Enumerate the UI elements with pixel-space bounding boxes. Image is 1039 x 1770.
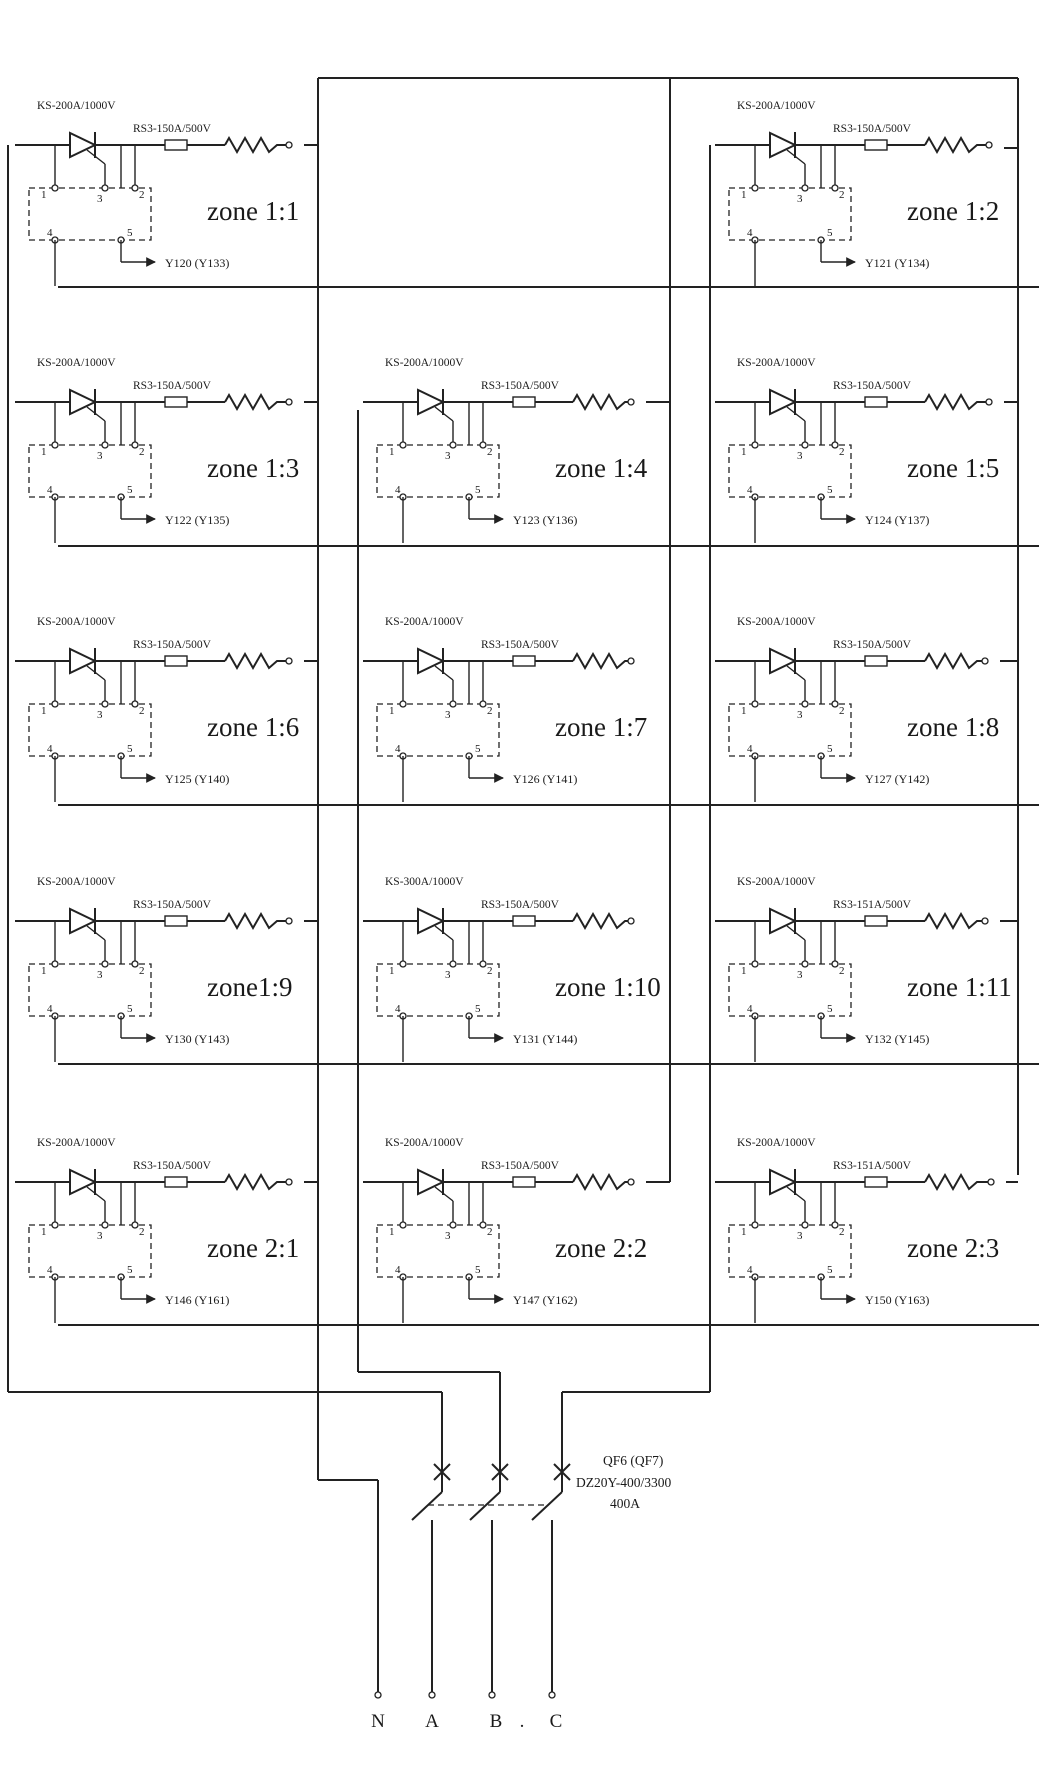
zone-label: zone 1:5 [907, 453, 1000, 483]
thyristor-icon [363, 389, 483, 445]
pin-node [832, 442, 838, 448]
pin-node [802, 442, 808, 448]
zone-label: zone 1:8 [907, 712, 1000, 742]
fuse-spec-label: RS3-151A/500V [833, 1160, 911, 1172]
resistor-icon [573, 914, 634, 928]
breaker-model-label: DZ20Y-400/3300 [576, 1475, 672, 1490]
thyristor-icon [715, 648, 835, 704]
pin-label-1: 1 [741, 189, 747, 201]
pin-label-5: 5 [127, 743, 133, 755]
zone-label: zone 1:7 [555, 712, 648, 742]
fuse-spec-label: RS3-150A/500V [481, 639, 559, 651]
thyristor-module[interactable] [15, 876, 292, 1062]
pin-node [400, 1222, 406, 1228]
thyristor-module[interactable] [715, 616, 999, 802]
terminal-n-label: N [371, 1711, 385, 1732]
pin-node [802, 1222, 808, 1228]
pin-label-5: 5 [127, 1003, 133, 1015]
thyristor-spec-label: KS-200A/1000V [737, 1137, 816, 1149]
pin-node [802, 701, 808, 707]
resistor-icon [225, 395, 292, 409]
pin-label-4: 4 [747, 743, 753, 755]
terminal-a-node [429, 1692, 435, 1698]
fuse-icon [835, 916, 925, 926]
fuse-icon [483, 656, 573, 666]
pin-node [450, 442, 456, 448]
fuse-icon [835, 397, 925, 407]
resistor-icon [225, 914, 292, 928]
control-signal-label: Y126 (Y141) [513, 772, 578, 786]
control-signal-label: Y121 (Y134) [865, 256, 930, 270]
pin-node [132, 1222, 138, 1228]
pin-label-3: 3 [797, 969, 803, 981]
pin-label-4: 4 [395, 484, 401, 496]
pin-label-2: 2 [139, 189, 145, 201]
thyristor-icon [715, 132, 835, 188]
pin-label-2: 2 [139, 446, 145, 458]
pin-label-2: 2 [139, 965, 145, 977]
pin-label-2: 2 [839, 189, 845, 201]
pin-label-5: 5 [827, 1264, 833, 1276]
pin-label-2: 2 [839, 446, 845, 458]
fuse-spec-label: RS3-150A/500V [133, 123, 211, 135]
pin-label-3: 3 [445, 1230, 451, 1242]
thyristor-icon [15, 132, 135, 188]
pin-label-3: 3 [445, 709, 451, 721]
pin-node [102, 701, 108, 707]
fuse-icon [483, 1177, 573, 1187]
pin-label-4: 4 [47, 484, 53, 496]
pin-label-1: 1 [41, 705, 47, 717]
pin-label-3: 3 [97, 969, 103, 981]
thyristor-module[interactable] [15, 616, 299, 802]
pin-label-4: 4 [47, 1264, 53, 1276]
pin-label-4: 4 [47, 743, 53, 755]
fuse-icon [135, 1177, 225, 1187]
pin-node [102, 1222, 108, 1228]
fuse-spec-label: RS3-151A/500V [833, 899, 911, 911]
pin-label-1: 1 [389, 965, 395, 977]
fuse-spec-label: RS3-150A/500V [833, 639, 911, 651]
terminal-c-label: C [549, 1711, 563, 1732]
resistor-icon [925, 1175, 994, 1189]
thyristor-spec-label: KS-200A/1000V [37, 876, 116, 888]
pin-label-5: 5 [475, 1003, 481, 1015]
thyristor-module[interactable] [715, 876, 1012, 1062]
pin-label-4: 4 [747, 227, 753, 239]
thyristor-module[interactable] [15, 357, 299, 543]
pin-label-5: 5 [475, 743, 481, 755]
pin-label-4: 4 [47, 1003, 53, 1015]
thyristor-spec-label: KS-200A/1000V [37, 616, 116, 628]
control-signal-label: Y127 (Y142) [865, 772, 930, 786]
pin-node [480, 701, 486, 707]
terminal-n-node [375, 1692, 381, 1698]
pin-label-3: 3 [797, 709, 803, 721]
thyristor-module[interactable] [363, 616, 647, 802]
supply-terminals [371, 1692, 562, 1732]
pin-label-5: 5 [827, 743, 833, 755]
thyristor-module[interactable] [715, 357, 999, 543]
zone-label: zone 1:11 [907, 972, 1012, 1002]
pin-node [752, 1222, 758, 1228]
fuse-spec-label: RS3-150A/500V [481, 899, 559, 911]
pin-node [52, 1222, 58, 1228]
pin-label-3: 3 [445, 450, 451, 462]
resistor-icon [573, 1175, 634, 1189]
thyristor-icon [715, 389, 835, 445]
fuse-spec-label: RS3-150A/500V [133, 1160, 211, 1172]
pin-label-3: 3 [797, 450, 803, 462]
pin-node [832, 1222, 838, 1228]
terminal-b-label: B [489, 1711, 503, 1732]
pin-label-1: 1 [389, 446, 395, 458]
pin-label-5: 5 [827, 227, 833, 239]
thyristor-spec-label: KS-200A/1000V [737, 876, 816, 888]
thyristor-icon [363, 1169, 483, 1225]
pin-label-4: 4 [747, 484, 753, 496]
fuse-icon [135, 916, 225, 926]
pin-label-4: 4 [395, 1264, 401, 1276]
pin-label-1: 1 [741, 965, 747, 977]
pin-label-3: 3 [445, 969, 451, 981]
bus-wiring [8, 78, 1039, 1692]
fuse-spec-label: RS3-150A/500V [833, 380, 911, 392]
pin-node [832, 701, 838, 707]
zone-label: zone 1:10 [555, 972, 661, 1002]
pin-node [832, 185, 838, 191]
pin-label-4: 4 [747, 1264, 753, 1276]
pin-label-2: 2 [139, 1226, 145, 1238]
zone-label: zone 1:6 [207, 712, 300, 742]
thyristor-module[interactable] [363, 357, 648, 543]
pin-node [400, 701, 406, 707]
resistor-icon [225, 654, 292, 668]
thyristor-icon [15, 908, 135, 964]
thyristor-module[interactable] [715, 100, 999, 286]
thyristor-icon [15, 648, 135, 704]
pin-node [52, 961, 58, 967]
breaker-rating-label: 400A [610, 1496, 640, 1511]
thyristor-spec-label: KS-300A/1000V [385, 876, 464, 888]
pin-node [102, 442, 108, 448]
pin-label-4: 4 [395, 1003, 401, 1015]
zone-label: zone1:9 [207, 972, 293, 1002]
pin-node [52, 185, 58, 191]
pin-label-1: 1 [41, 1226, 47, 1238]
terminal-c-node [549, 1692, 555, 1698]
control-signal-label: Y150 (Y163) [865, 1293, 930, 1307]
resistor-icon [573, 395, 634, 409]
thyristor-spec-label: KS-200A/1000V [737, 616, 816, 628]
fuse-icon [835, 1177, 925, 1187]
pin-label-2: 2 [487, 446, 493, 458]
terminal-b-node [489, 1692, 495, 1698]
pin-label-1: 1 [741, 705, 747, 717]
control-signal-label: Y132 (Y145) [865, 1032, 930, 1046]
pin-label-5: 5 [127, 1264, 133, 1276]
pin-node [400, 442, 406, 448]
pin-label-1: 1 [741, 1226, 747, 1238]
pin-node [102, 961, 108, 967]
pin-node [480, 442, 486, 448]
thyristor-icon [363, 908, 483, 964]
pin-label-2: 2 [487, 1226, 493, 1238]
pin-node [132, 185, 138, 191]
pin-label-3: 3 [97, 450, 103, 462]
pin-label-3: 3 [797, 1230, 803, 1242]
thyristor-modules [15, 100, 1012, 1323]
fuse-spec-label: RS3-150A/500V [481, 380, 559, 392]
pin-label-2: 2 [487, 705, 493, 717]
thyristor-icon [363, 648, 483, 704]
pin-node [752, 701, 758, 707]
control-signal-label: Y120 (Y133) [165, 256, 230, 270]
pin-node [450, 1222, 456, 1228]
thyristor-module[interactable] [363, 1137, 647, 1323]
zone-label: zone 2:1 [207, 1233, 300, 1263]
pin-node [752, 442, 758, 448]
pin-label-3: 3 [97, 193, 103, 205]
terminal-separator: . [519, 1711, 525, 1732]
thyristor-module[interactable] [15, 100, 299, 286]
fuse-icon [835, 140, 925, 150]
pin-label-4: 4 [395, 743, 401, 755]
circuit-breaker-qf6[interactable] [412, 1464, 570, 1692]
fuse-spec-label: RS3-150A/500V [133, 380, 211, 392]
thyristor-spec-label: KS-200A/1000V [37, 1137, 116, 1149]
control-signal-label: Y123 (Y136) [513, 513, 578, 527]
fuse-icon [135, 656, 225, 666]
pin-label-5: 5 [127, 227, 133, 239]
control-signal-label: Y130 (Y143) [165, 1032, 230, 1046]
pin-label-3: 3 [797, 193, 803, 205]
zone-label: zone 2:2 [555, 1233, 648, 1263]
pin-node [480, 1222, 486, 1228]
pin-node [752, 961, 758, 967]
zone-label: zone 1:2 [907, 196, 1000, 226]
fuse-icon [135, 140, 225, 150]
thyristor-module[interactable] [363, 876, 661, 1062]
pin-label-4: 4 [747, 1003, 753, 1015]
fuse-icon [483, 916, 573, 926]
zone-label: zone 1:3 [207, 453, 300, 483]
pin-label-2: 2 [487, 965, 493, 977]
resistor-icon [925, 395, 992, 409]
pin-node [132, 701, 138, 707]
thyristor-module[interactable] [715, 1137, 999, 1323]
thyristor-spec-label: KS-200A/1000V [385, 616, 464, 628]
zone-label: zone 1:1 [207, 196, 300, 226]
resistor-icon [925, 654, 988, 668]
pin-label-1: 1 [41, 965, 47, 977]
control-signal-label: Y146 (Y161) [165, 1293, 230, 1307]
pin-label-5: 5 [475, 484, 481, 496]
pin-node [450, 961, 456, 967]
thyristor-spec-label: KS-200A/1000V [385, 357, 464, 369]
pin-label-1: 1 [741, 446, 747, 458]
control-signal-label: Y122 (Y135) [165, 513, 230, 527]
pin-node [752, 185, 758, 191]
pin-label-3: 3 [97, 709, 103, 721]
pin-node [132, 442, 138, 448]
fuse-icon [135, 397, 225, 407]
resistor-icon [225, 1175, 292, 1189]
thyristor-icon [715, 1169, 835, 1225]
control-signal-label: Y131 (Y144) [513, 1032, 578, 1046]
terminal-a-label: A [425, 1711, 439, 1732]
pin-node [450, 701, 456, 707]
thyristor-spec-label: KS-200A/1000V [737, 357, 816, 369]
pin-label-1: 1 [41, 189, 47, 201]
thyristor-icon [715, 908, 835, 964]
pin-label-1: 1 [41, 446, 47, 458]
thyristor-spec-label: KS-200A/1000V [737, 100, 816, 112]
pin-label-2: 2 [839, 1226, 845, 1238]
resistor-icon [573, 654, 634, 668]
thyristor-spec-label: KS-200A/1000V [37, 100, 116, 112]
pin-node [802, 185, 808, 191]
pin-node [802, 961, 808, 967]
thyristor-spec-label: KS-200A/1000V [385, 1137, 464, 1149]
pin-node [832, 961, 838, 967]
fuse-icon [483, 397, 573, 407]
pin-node [52, 442, 58, 448]
fuse-icon [835, 656, 925, 666]
thyristor-spec-label: KS-200A/1000V [37, 357, 116, 369]
pin-label-2: 2 [839, 705, 845, 717]
pin-label-3: 3 [97, 1230, 103, 1242]
pin-label-5: 5 [827, 484, 833, 496]
pin-label-5: 5 [475, 1264, 481, 1276]
zone-label: zone 2:3 [907, 1233, 1000, 1263]
resistor-icon [925, 914, 988, 928]
pin-label-2: 2 [139, 705, 145, 717]
pin-node [52, 701, 58, 707]
pin-label-2: 2 [839, 965, 845, 977]
control-signal-label: Y147 (Y162) [513, 1293, 578, 1307]
control-signal-label: Y124 (Y137) [865, 513, 930, 527]
resistor-icon [925, 138, 992, 152]
pin-label-1: 1 [389, 705, 395, 717]
pin-node [480, 961, 486, 967]
fuse-spec-label: RS3-150A/500V [133, 639, 211, 651]
fuse-spec-label: RS3-150A/500V [133, 899, 211, 911]
pin-label-4: 4 [47, 227, 53, 239]
thyristor-icon [15, 1169, 135, 1225]
fuse-spec-label: RS3-150A/500V [833, 123, 911, 135]
zone-label: zone 1:4 [555, 453, 648, 483]
thyristor-icon [15, 389, 135, 445]
thyristor-module[interactable] [15, 1137, 299, 1323]
pin-node [132, 961, 138, 967]
pin-node [102, 185, 108, 191]
fuse-spec-label: RS3-150A/500V [481, 1160, 559, 1172]
control-signal-label: Y125 (Y140) [165, 772, 230, 786]
breaker-id-label: QF6 (QF7) [603, 1453, 664, 1468]
resistor-icon [225, 138, 292, 152]
pin-label-1: 1 [389, 1226, 395, 1238]
pin-label-5: 5 [127, 484, 133, 496]
pin-label-5: 5 [827, 1003, 833, 1015]
pin-node [400, 961, 406, 967]
